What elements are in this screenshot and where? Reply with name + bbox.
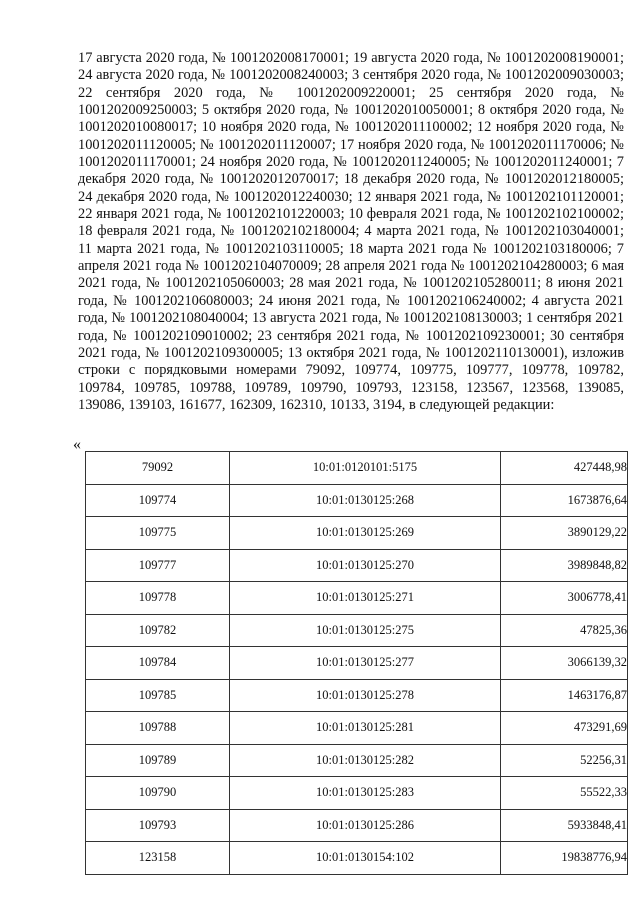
- opening-quote-mark: «: [73, 436, 81, 453]
- value-cell: 5933848,41: [501, 809, 628, 842]
- table-row: [86, 517, 628, 550]
- cadastral-number-cell: 10:01:0130125:268: [230, 484, 501, 517]
- table-body: [86, 452, 628, 875]
- cadastral-number-cell: 10:01:0130125:271: [230, 582, 501, 615]
- row-number-cell: 109778: [86, 582, 230, 615]
- cadastral-number-cell: 10:01:0130125:277: [230, 647, 501, 680]
- table-row: [86, 647, 628, 680]
- value-cell: 3006778,41: [501, 582, 628, 615]
- row-number-cell: 109789: [86, 744, 230, 777]
- row-number-cell: 109777: [86, 549, 230, 582]
- cadastral-number-cell: 10:01:0130125:270: [230, 549, 501, 582]
- table-row: [86, 679, 628, 712]
- table-row: [86, 809, 628, 842]
- value-cell: 1463176,87: [501, 679, 628, 712]
- row-number-cell: 109784: [86, 647, 230, 680]
- table-row: [86, 712, 628, 745]
- cadastral-number-cell: 10:01:0130125:269: [230, 517, 501, 550]
- cadastral-number-cell: 10:01:0120101:5175: [230, 452, 501, 485]
- row-number-cell: 109782: [86, 614, 230, 647]
- table-row: [86, 614, 628, 647]
- value-cell: 47825,36: [501, 614, 628, 647]
- body-paragraph: 17 августа 2020 года, № 1001202008170001; 19 августа 2020 года, № 1001202008190001; 24 августа 2020 года, № 1001202008240003; 3 сентября 2020 года, № 1001202009030003; 22 сентября 2020 года, № 1001202009220001; 25 сентября 2020 года, № 1001202009250003; 5 октября 2020 года, № 1001202010050001; 8 октября 2020 года, № 1001202010080017; 10 ноября 2020 года, № 1001202011100002; 12 ноября 2020 года, № 1001202011120005; № 1001202011120007; 17 ноября 2020 года, № 1001202011170006; № 1001202011170001; 24 ноября 2020 года, № 1001202011240005; № 1001202011240001; 7 декабря 2020 года, № 1001202012070017; 18 декабря 2020 года, № 1001202012180005; 24 декабря 2020 года, № 1001202012240030; 12 января 2021 года, № 1001202101120001; 22 января 2021 года, № 1001202101220003; 10 февраля 2021 года, № 1001202102100002; 18 февраля 2021 года, № 1001202102180004; 4 марта 2021 года, № 1001202103040001; 11 марта 2021 года, № 1001202103110005; 18 марта 2021 года № 1001202103180006; 7 апреля 2021 года № 1001202104070009; 28 апреля 2021 года № 1001202104280003; 6 мая 2021 года, № 1001202105060003; 28 мая 2021 года, № 1001202105280011; 8 июня 2021 года, № 1001202106080003; 24 июня 2021 года, № 1001202106240002; 4 августа 2021 года, № 1001202108040004; 13 августа 2021 года, № 1001202108130003; 1 сентября 2021 года, № 1001202109010002; 23 сентября 2021 года, № 1001202109230001; 30 сентября 2021 года, № 1001202109300005; 13 октября 2021 года, № 1001202110130001), изложив строки с порядковыми номерами 79092, 109774, 109775, 109777, 109778, 109782, 109784, 109785, 109788, 109789, 109790, 109793, 123158, 123567, 123568, 139085, 139086, 139103, 161677, 162309, 162310, 10133, 3194, в следующей редакции:: [78, 50, 624, 413]
- row-number-cell: 109788: [86, 712, 230, 745]
- cadastral-number-cell: 10:01:0130154:102: [230, 842, 501, 875]
- value-cell: 55522,33: [501, 777, 628, 810]
- table-row: [86, 452, 628, 485]
- row-number-cell: 123158: [86, 842, 230, 875]
- table-row: [86, 582, 628, 615]
- value-cell: 52256,31: [501, 744, 628, 777]
- table-row: [86, 484, 628, 517]
- value-cell: 427448,98: [501, 452, 628, 485]
- table-row: [86, 842, 628, 875]
- value-cell: 473291,69: [501, 712, 628, 745]
- cadastral-number-cell: 10:01:0130125:281: [230, 712, 501, 745]
- table-row: [86, 744, 628, 777]
- row-number-cell: 109790: [86, 777, 230, 810]
- row-number-cell: 109785: [86, 679, 230, 712]
- value-cell: 3989848,82: [501, 549, 628, 582]
- value-cell: 3066139,32: [501, 647, 628, 680]
- data-table: [85, 451, 628, 875]
- cadastral-number-cell: 10:01:0130125:283: [230, 777, 501, 810]
- cadastral-number-cell: 10:01:0130125:278: [230, 679, 501, 712]
- row-number-cell: 109774: [86, 484, 230, 517]
- value-cell: 3890129,22: [501, 517, 628, 550]
- row-number-cell: 109775: [86, 517, 230, 550]
- table-row: [86, 549, 628, 582]
- value-cell: 1673876,64: [501, 484, 628, 517]
- cadastral-number-cell: 10:01:0130125:282: [230, 744, 501, 777]
- table-row: [86, 777, 628, 810]
- cadastral-number-cell: 10:01:0130125:275: [230, 614, 501, 647]
- cadastral-number-cell: 10:01:0130125:286: [230, 809, 501, 842]
- row-number-cell: 109793: [86, 809, 230, 842]
- value-cell: 19838776,94: [501, 842, 628, 875]
- row-number-cell: 79092: [86, 452, 230, 485]
